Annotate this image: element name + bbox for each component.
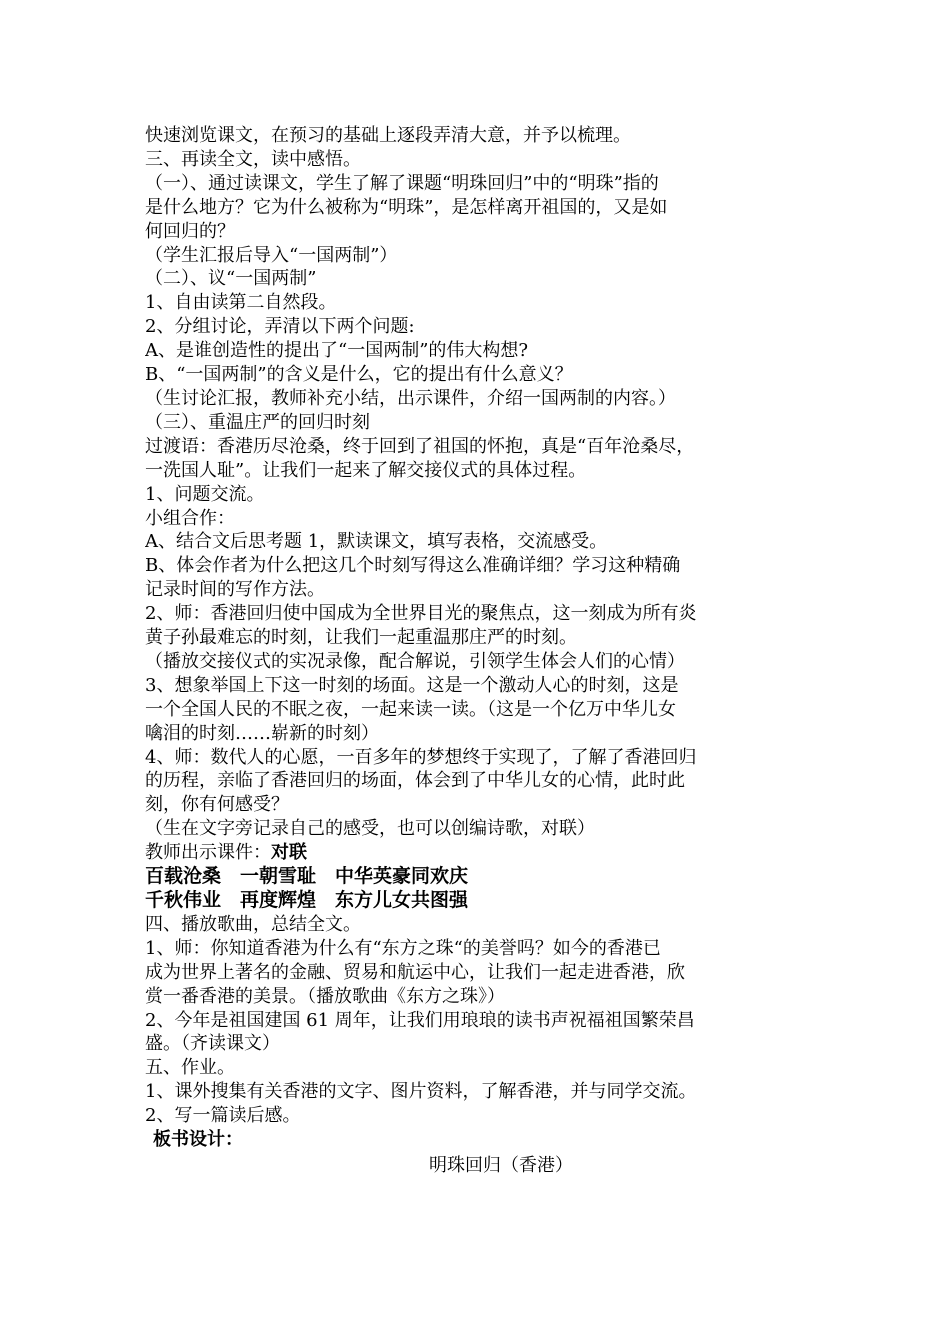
board-design-label: 板书设计： <box>153 1129 243 1151</box>
text-line-15: 一洗国人耻”。让我们一起来了解交接仪式的具体过程。 <box>145 459 587 481</box>
text-line-17: 小组合作： <box>145 507 235 529</box>
subsection-heading-2: （二）、议“一国两制” <box>145 268 317 290</box>
text-line-42: 2、写一篇读后感。 <box>145 1105 301 1127</box>
section-heading-5: 五、作业。 <box>145 1057 235 1079</box>
subsection-heading-3: （三）、重温庄严的回归时刻 <box>145 411 370 433</box>
text-line-14: 过渡语：香港历尽沧桑，终于回到了祖国的怀抱，真是“百年沧桑尽， <box>145 435 695 457</box>
text-line-23: （播放交接仪式的实况录像，配合解说，引领学生体会人们的心情） <box>145 650 685 672</box>
text-line-38: 2、今年是祖国建国 61 周年，让我们用琅琅的读书声祝福祖国繁荣昌 <box>145 1009 695 1031</box>
text-line-8: 1、自由读第二自然段。 <box>145 292 337 314</box>
text-line-22: 黄子孙最难忘的时刻，让我们一起重温那庄严的时刻。 <box>145 627 577 649</box>
document-body <box>145 124 817 1178</box>
text-line-11: B、“一国两制”的含义是什么，它的提出有什么意义？ <box>145 364 573 386</box>
text-line-36: 成为世界上著名的金融、贸易和航运中心，让我们一起走进香港，欣 <box>145 961 685 983</box>
board-title: 明珠回归（香港） <box>429 1154 573 1176</box>
couplet-line-2: 千秋伟业 再度辉煌 东方儿女共图强 <box>145 889 469 911</box>
text-line-37: 赏一番香港的美景。（播放歌曲《东方之珠》） <box>145 985 505 1007</box>
text-line-41: 1、课外搜集有关香港的文字、图片资料，了解香港，并与同学交流。 <box>145 1081 697 1103</box>
text-line-35: 1、师：你知道香港为什么有“东方之珠“的美誉吗？如今的香港已 <box>145 937 661 959</box>
text-line-29: 刻，你有何感受？ <box>145 794 289 816</box>
text-line-19: B、体会作者为什么把这几个时刻写得这么准确详细？学习这种精确 <box>145 555 681 577</box>
text-line-10: A、是谁创造性的提出了“一国两制”的伟大构想? <box>145 340 529 362</box>
courseware-label: 对联 <box>271 842 307 864</box>
text-line-3: （一）、通过读课文，学生了解了课题“明珠回归”中的“明珠”指的 <box>145 172 659 194</box>
text-line-39: 盛。（齐读课文） <box>145 1033 280 1055</box>
text-line-20: 记录时间的写作方法。 <box>145 579 325 601</box>
section-heading-3: 三、再读全文，读中感悟。 <box>145 148 361 170</box>
courseware-prefix: 教师出示课件： <box>145 842 271 864</box>
text-line-30: （生在文字旁记录自己的感受，也可以创编诗歌，对联） <box>145 818 595 840</box>
section-heading-4: 四、播放歌曲，总结全文。 <box>145 913 361 935</box>
text-line-26: 噙泪的时刻……崭新的时刻） <box>145 722 379 744</box>
text-line-9: 2、分组讨论，弄清以下两个问题: <box>145 316 415 338</box>
couplet-line-1: 百载沧桑 一朝雪耻 中华英豪同欢庆 <box>145 865 469 888</box>
text-line-24: 3、想象举国上下这一时刻的场面。这是一个激动人心的时刻，这是 <box>145 674 679 696</box>
text-line-28: 的历程，亲临了香港回归的场面，体会到了中华儿女的心情，此时此 <box>145 770 685 792</box>
text-line-12: （生讨论汇报，教师补充小结，出示课件，介绍一国两制的内容。） <box>145 387 676 409</box>
text-line-16: 1、问题交流。 <box>145 483 265 505</box>
courseware-line <box>145 841 817 865</box>
text-line-18: A、结合文后思考题 1，默读课文，填写表格，交流感受。 <box>145 531 608 553</box>
text-line-1: 快速浏览课文，在预习的基础上逐段弄清大意，并予以梳理。 <box>145 125 631 146</box>
text-line-5: 何回归的？ <box>145 220 235 242</box>
text-line-21: 2、师：香港回归使中国成为全世界目光的聚焦点，这一刻成为所有炎 <box>145 603 697 625</box>
text-line-27: 4、师：数代人的心愿，一百多年的梦想终于实现了，了解了香港回归 <box>145 746 697 768</box>
text-line-4: 是什么地方？它为什么被称为“明珠”，是怎样离开祖国的，又是如 <box>145 196 668 218</box>
text-line-6: （学生汇报后导入“一国两制”） <box>145 244 398 266</box>
text-line-25: 一个全国人民的不眠之夜，一起来读一读。（这是一个亿万中华儿女 <box>145 698 676 720</box>
